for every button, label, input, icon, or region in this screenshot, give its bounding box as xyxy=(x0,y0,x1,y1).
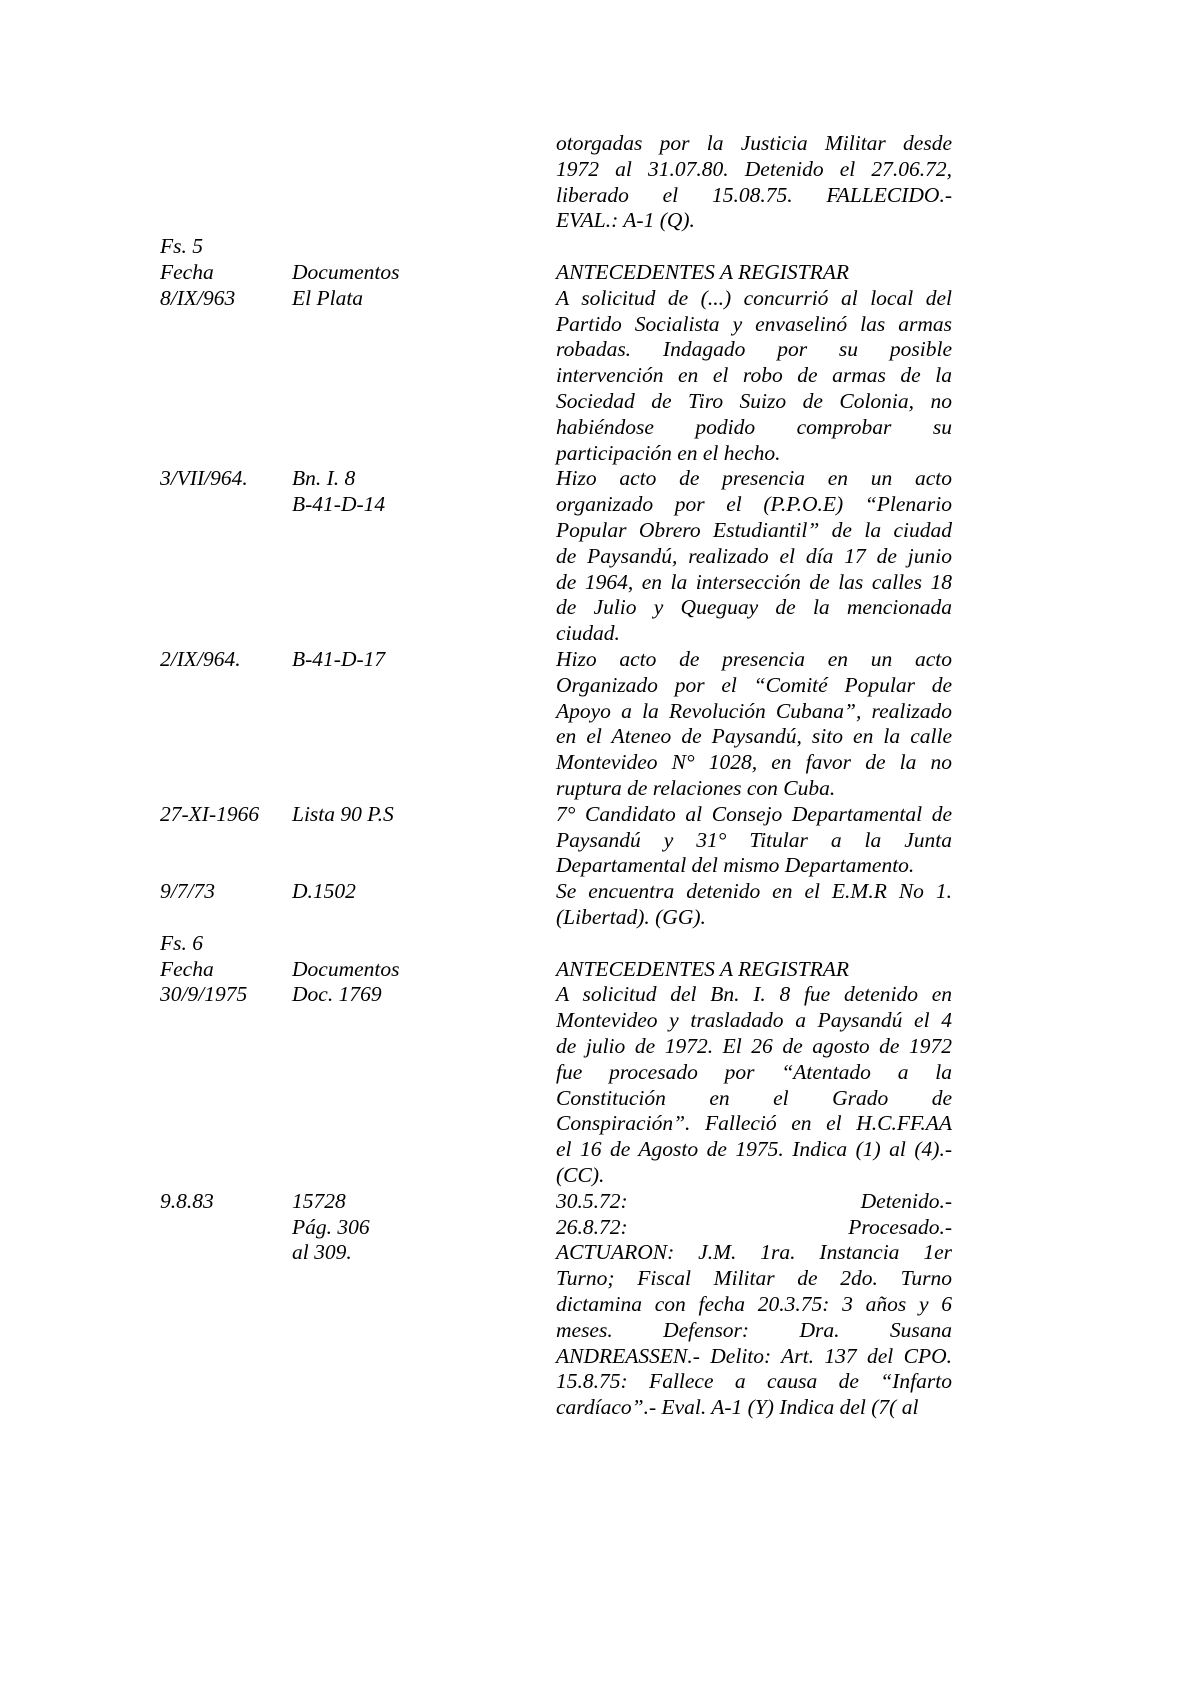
paragraph-line: liberado el 15.08.75. FALLECIDO.- xyxy=(556,182,952,207)
paragraph-line: en el Ateneo de Paysandú, sito en la calle xyxy=(556,724,952,749)
column-header-documents: Documentos xyxy=(292,260,400,284)
paragraph-line: EVAL.: A-1 (Q). xyxy=(556,208,695,233)
paragraph-line: Paysandú y 31° Titular a la Junta xyxy=(556,827,952,852)
paragraph-line: habiéndose podido comprobar su xyxy=(556,414,952,439)
column-header-date: Fecha xyxy=(160,260,214,284)
paragraph-line: Partido Socialista y envaselinó las armas xyxy=(556,311,952,336)
paragraph-line: Se encuentra detenido en el E.M.R No 1. xyxy=(556,879,952,904)
paragraph-line: Hizo acto de presencia en un acto xyxy=(556,647,952,671)
paragraph-line: Montevideo N° 1028, en favor de la no xyxy=(556,750,952,775)
entry-document: al 309. xyxy=(292,1240,352,1265)
paragraph-line: Hizo acto de presencia en un acto xyxy=(556,466,952,491)
paragraph-line: dictamina con fecha 20.3.75: 3 años y 6 xyxy=(556,1292,952,1316)
paragraph-line: Conspiración”. Falleció en el H.C.FF.AA xyxy=(556,1111,952,1136)
entry-document: D.1502 xyxy=(292,879,356,904)
entry-document: B-41-D-17 xyxy=(292,647,386,671)
entry-document: Bn. I. 8 xyxy=(292,466,356,491)
entry-date: 2/IX/964. xyxy=(160,647,241,671)
entry-date: 8/IX/963 xyxy=(160,285,236,310)
paragraph-line: Departamental del mismo Departamento. xyxy=(556,853,915,878)
folio-label: Fs. 6 xyxy=(160,930,203,955)
paragraph-line: (CC). xyxy=(556,1163,605,1187)
column-header-date: Fecha xyxy=(160,956,214,981)
paragraph-line: de Julio y Queguay de la mencionada xyxy=(556,595,952,620)
entry-document: Lista 90 P.S xyxy=(292,801,394,826)
entry-date: 9.8.83 xyxy=(160,1188,214,1213)
entry-date: 30/9/1975 xyxy=(160,982,248,1007)
paragraph-line: 1972 al 31.07.80. Detenido el 27.06.72, xyxy=(556,156,952,181)
paragraph-line: de 1964, en la intersección de las calles 18 xyxy=(556,569,952,594)
entry-document: Pág. 306 xyxy=(292,1214,370,1239)
paragraph-line: 30.5.72: Detenido.- xyxy=(556,1188,952,1213)
paragraph-line: Montevideo y trasladado a Paysandú el 4 xyxy=(556,1008,952,1033)
paragraph-line: ruptura de relaciones con Cuba. xyxy=(556,776,836,800)
column-header-antecedentes: ANTECEDENTES A REGISTRAR xyxy=(556,260,850,284)
paragraph-line: intervención en el robo de armas de la xyxy=(556,363,952,388)
paragraph-line: ACTUARON: J.M. 1ra. Instancia 1er xyxy=(556,1240,952,1265)
paragraph-line: Apoyo a la Revolución Cubana”, realizado xyxy=(556,698,952,723)
entry-document: 15728 xyxy=(292,1188,346,1213)
paragraph-line: A solicitud de (...) concurrió al local del xyxy=(556,285,952,310)
paragraph-line: de julio de 1972. El 26 de agosto de 1972 xyxy=(556,1034,952,1058)
paragraph-line: robadas. Indagado por su posible xyxy=(556,337,952,362)
entry-document: Doc. 1769 xyxy=(292,982,382,1007)
paragraph-line: (Libertad). (GG). xyxy=(556,905,706,929)
entry-document: B-41-D-14 xyxy=(292,492,386,517)
entry-document: El Plata xyxy=(292,285,364,310)
paragraph-line: ANDREASSEN.- Delito: Art. 137 del CPO. xyxy=(556,1343,952,1368)
paragraph-line: A solicitud del Bn. I. 8 fue detenido en xyxy=(556,982,952,1007)
paragraph-line: Organizado por el “Comité Popular de xyxy=(556,672,952,697)
paragraph-line: organizado por el (P.P.O.E) “Plenario xyxy=(556,492,952,517)
paragraph-line: 26.8.72: Procesado.- xyxy=(556,1214,952,1239)
entry-date: 9/7/73 xyxy=(160,879,215,904)
paragraph-line: meses. Defensor: Dra. Susana xyxy=(556,1317,952,1342)
folio-label: Fs. 5 xyxy=(160,234,203,259)
entry-date: 3/VII/964. xyxy=(160,466,248,491)
paragraph-line: 15.8.75: Fallece a causa de “Infarto xyxy=(556,1369,952,1394)
paragraph-line: ciudad. xyxy=(556,621,620,646)
column-header-documents: Documentos xyxy=(292,956,400,981)
paragraph-line: otorgadas por la Justicia Militar desde xyxy=(556,131,952,155)
paragraph-line: cardíaco”.- Eval. A-1 (Y) Indica del (7( al xyxy=(556,1395,919,1420)
paragraph-line: Turno; Fiscal Militar de 2do. Turno xyxy=(556,1266,952,1291)
paragraph-line: Sociedad de Tiro Suizo de Colonia, no xyxy=(556,389,952,413)
paragraph-line: el 16 de Agosto de 1975. Indica (1) al (4).- xyxy=(556,1137,952,1162)
entry-date: 27-XI-1966 xyxy=(160,801,260,826)
paragraph-line: Constitución en el Grado de xyxy=(556,1085,952,1110)
paragraph-line: 7° Candidato al Consejo Departamental de xyxy=(556,801,952,826)
paragraph-line: participación en el hecho. xyxy=(556,440,781,465)
paragraph-line: de Paysandú, realizado el día 17 de junio xyxy=(556,543,952,568)
column-header-antecedentes: ANTECEDENTES A REGISTRAR xyxy=(556,956,850,981)
paragraph-line: Popular Obrero Estudiantil” de la ciudad xyxy=(556,518,952,542)
paragraph-line: fue procesado por “Atentado a la xyxy=(556,1059,952,1084)
